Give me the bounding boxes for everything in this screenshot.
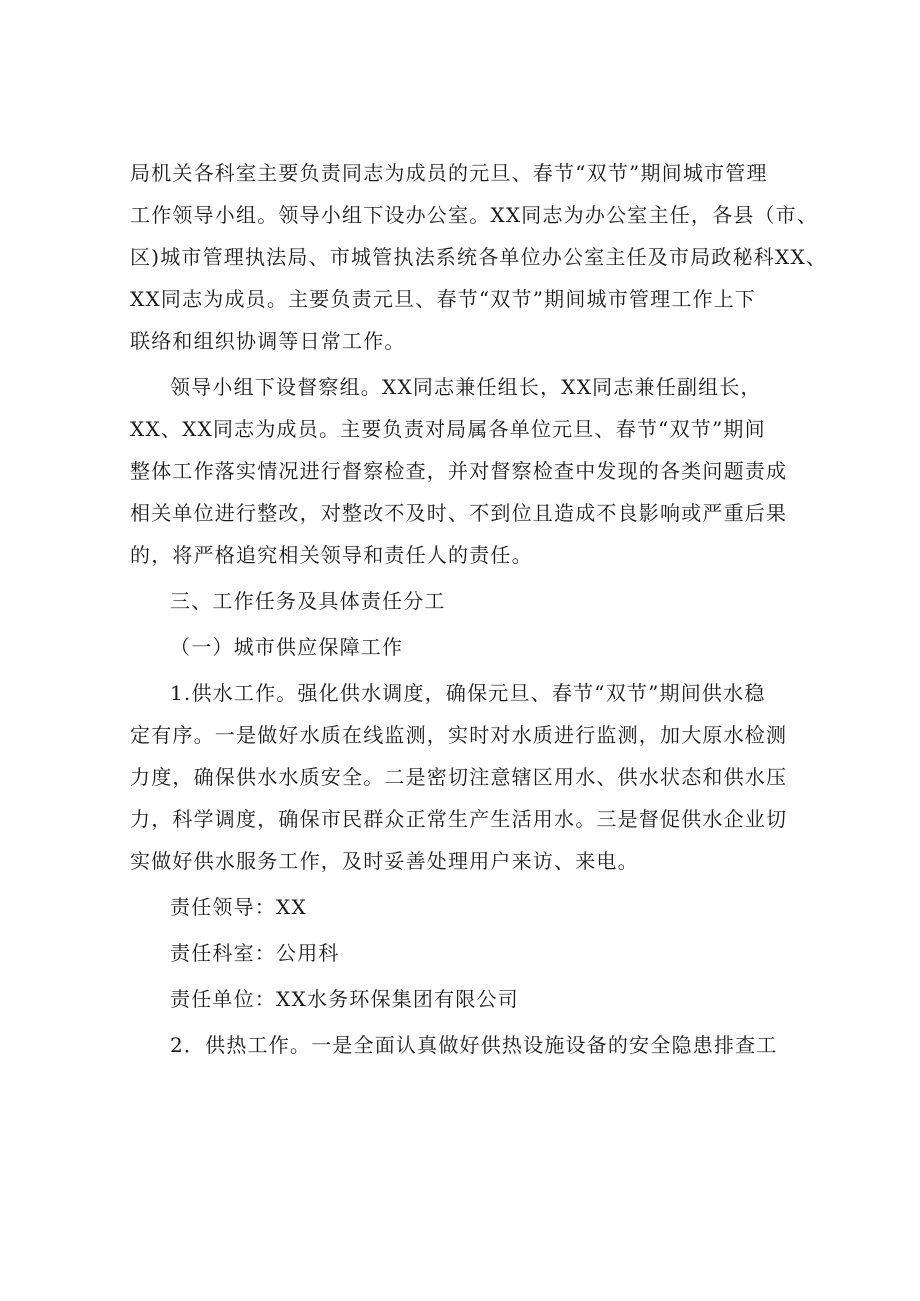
subsection-heading: （一）城市供应保障工作 [170, 635, 404, 659]
responsible-leader: 责任领导：XX [170, 895, 307, 919]
text-line: 实做好供水服务工作，及时妥善处理用户来访、来电。 [130, 849, 639, 873]
section-heading: 三、工作任务及具体责任分工 [170, 589, 446, 613]
paragraph-inspection-group [130, 366, 794, 576]
text-line: 区)城市管理执法局、市城管执法系统各单位办公室主任及市局政秘科XX、 [130, 245, 828, 269]
text-line: 的，将严格追究相关领导和责任人的责任。 [130, 543, 533, 567]
text-line: 局机关各科室主要负责同志为成员的元旦、春节“双节”期间城市管理 [130, 161, 768, 185]
text-line: 整体工作落实情况进行督察检查，并对督察检查中发现的各类问题责成 [130, 459, 788, 483]
text-line: 领导小组下设督察组。XX同志兼任组长，XX同志兼任副组长， [170, 375, 762, 399]
paragraph-water-supply [130, 672, 794, 882]
text-line: XX同志为成员。主要负责元旦、春节“双节”期间城市管理工作上下 [130, 287, 757, 311]
text-line: 定有序。一是做好水质在线监测，实时对水质进行监测，加大原水检测 [130, 723, 788, 747]
text-line: 力，科学调度，确保市民群众正常生产生活用水。三是督促供水企业切 [130, 807, 788, 831]
document-body [130, 152, 828, 1066]
text-line: 力度，确保供水水质安全。二是密切注意辖区用水、供水状态和供水压 [130, 765, 788, 789]
text-line: XX、XX同志为成员。主要负责对局属各单位元旦、春节“双节”期间 [130, 417, 766, 441]
text-line: 联络和组织协调等日常工作。 [130, 329, 406, 353]
text-line: 2．供热工作。一是全面认真做好供热设施设备的安全隐患排查工 [170, 1033, 778, 1057]
text-line: 工作领导小组。领导小组下设办公室。XX同志为办公室主任，各县（市、 [130, 203, 819, 227]
responsible-unit: 责任单位：XX水务环保集团有限公司 [170, 987, 519, 1011]
text-line: 相关单位进行整改，对整改不及时、不到位且造成不良影响或严重后果 [130, 501, 788, 525]
paragraph-leadership-group [130, 152, 828, 362]
text-line: 1.供水工作。强化供水调度，确保元旦、春节“双节”期间供水稳 [170, 681, 766, 705]
paragraph-heating-supply [130, 1024, 794, 1066]
responsible-office: 责任科室：公用科 [170, 941, 340, 965]
